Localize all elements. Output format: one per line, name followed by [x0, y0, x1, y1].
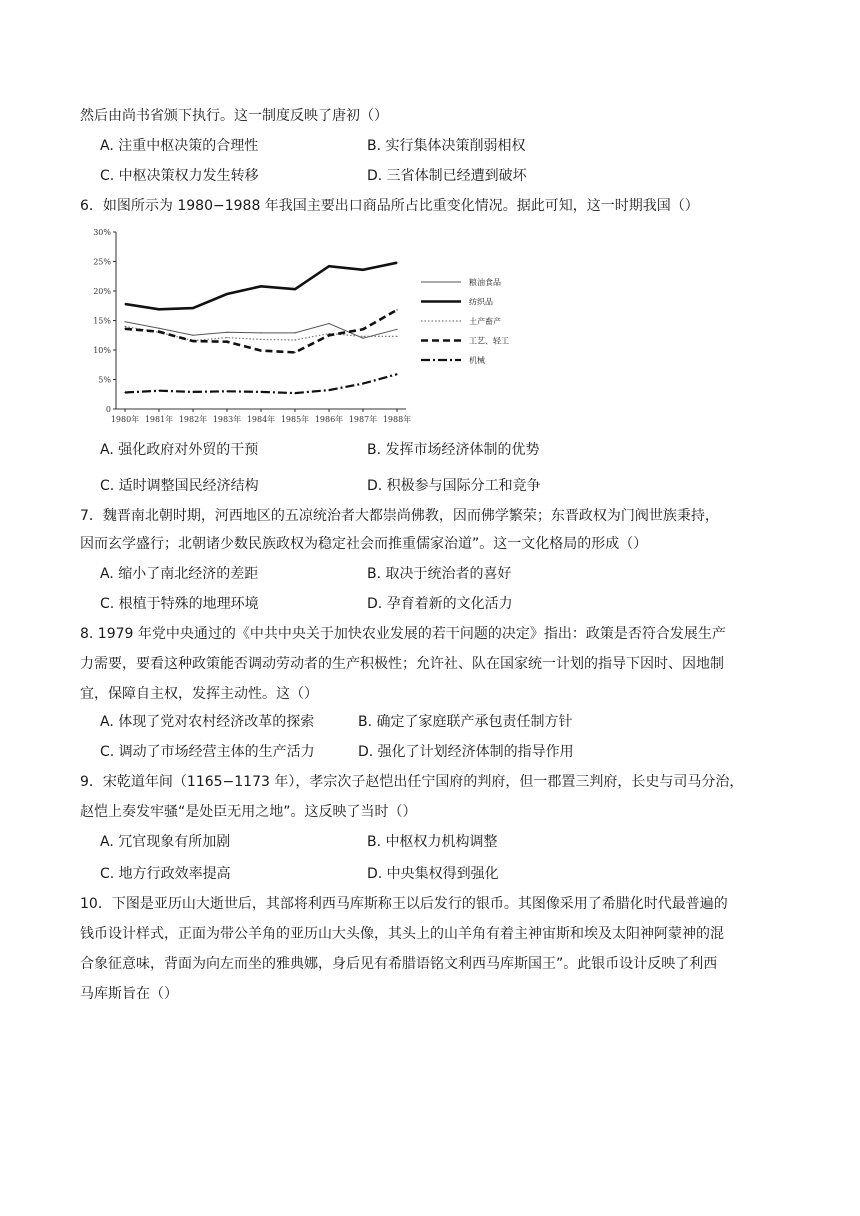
x-tick-label: 1987年: [348, 415, 378, 424]
series-point: [192, 341, 193, 342]
series-point: [158, 390, 159, 391]
q9-option-d: D. 中央集权得到强化: [367, 866, 499, 882]
y-tick-label: 25%: [93, 257, 111, 267]
series-point: [260, 286, 261, 287]
q6-option-c: C. 适时调整国民经济结构: [100, 478, 259, 494]
series-point: [294, 289, 295, 290]
q5-option-c: C. 中枢决策权力发生转移: [100, 168, 259, 184]
x-tick-label: 1981年: [144, 415, 174, 424]
series-point: [260, 391, 261, 392]
series-point: [192, 391, 193, 392]
series-point: [396, 309, 397, 310]
q9-option-a: A. 冗官现象有所加剧: [100, 834, 231, 850]
chart-series: [124, 262, 397, 394]
q7-option-c: C. 根植于特殊的地理环境: [100, 596, 259, 612]
y-tick-label: 0: [105, 405, 111, 414]
q5-option-d: D. 三省体制已经遭到破坏: [367, 168, 527, 184]
series-point: [124, 303, 125, 304]
legend-label: 土产畜产: [469, 317, 501, 326]
series-line-3: [125, 326, 397, 340]
q6-option-a: A. 强化政府对外贸的干预: [100, 442, 259, 458]
y-tick-label: 10%: [93, 346, 111, 355]
legend-label: 粮油食品: [469, 278, 501, 287]
x-tick-label: 1983年: [212, 415, 242, 424]
q9-option-c: C. 地方行政效率提高: [100, 866, 231, 882]
legend-label: 机械: [469, 356, 485, 365]
q6-option-b: B. 发挥市场经济体制的优势: [367, 442, 540, 458]
q5-option-b: B. 实行集体决策削弱相权: [367, 138, 526, 154]
series-point: [124, 326, 125, 327]
series-point: [328, 390, 329, 391]
series-point: [158, 309, 159, 310]
y-tick-label: 5%: [98, 375, 111, 385]
y-tick-label: 15%: [93, 316, 111, 326]
q6-option-d: D. 积极参与国际分工和竞争: [367, 478, 541, 494]
series-point: [362, 338, 363, 339]
series-point: [294, 352, 295, 353]
series-point: [362, 329, 363, 330]
series-point: [192, 335, 193, 336]
series-point: [260, 332, 261, 333]
series-point: [328, 323, 329, 324]
chart-axes: [93, 228, 411, 424]
series-point: [396, 329, 397, 330]
x-tick-label: 1984年: [246, 415, 276, 424]
export-share-line-chart: [86, 222, 526, 432]
x-tick-label: 1985年: [280, 415, 310, 424]
x-tick-label: 1988年: [382, 415, 412, 424]
q9-stem-line-2: 赵恺上奏发牢骚“是处臣无用之地”。这反映了当时（）: [80, 804, 417, 820]
y-tick-label: 30%: [93, 228, 111, 237]
q10-stem-line-1: 10．下图是亚历山大逝世后，其部将利西马库斯称王以后发行的银币。其图像采用了希腊化时代最普遍的: [80, 896, 728, 912]
series-point: [226, 332, 227, 333]
x-tick-label: 1980年: [110, 415, 140, 424]
q10-stem-line-2: 钱币设计样式，正面为带公羊角的亚历山大头像，其头上的山羊角有着主神宙斯和埃及太阳神阿蒙神的混: [80, 926, 724, 942]
q8-option-c: C. 调动了市场经营主体的生产活力: [100, 744, 315, 760]
q7-stem-line-1: 7．魏晋南北朝时期，河西地区的五凉统治者大都崇尚佛教，因而佛学繁荣；东晋政权为门阀世族秉持，: [80, 508, 719, 524]
q5-stem: 然后由尚书省颁下执行。这一制度反映了唐初（）: [80, 108, 388, 124]
q10-stem-line-4: 马库斯旨在（）: [80, 986, 178, 1002]
q9-stem-line-1: 9．宋乾道年间（1165−1173 年），孝宗次子赵恺出任宁国府的判府，但一郡置三判府，长史与司马分治，: [80, 774, 744, 790]
series-point: [396, 262, 397, 263]
series-point: [362, 269, 363, 270]
q8-stem-line-2: 力需要，要看这种政策能否调动劳动者的生产积极性；允许社、队在国家统一计划的指导下因时、因地制: [80, 656, 724, 672]
q7-option-d: D. 孕育着新的文化活力: [367, 596, 513, 612]
series-point: [328, 333, 329, 334]
q7-option-a: A. 缩小了南北经济的差距: [100, 566, 259, 582]
series-point: [260, 350, 261, 351]
q8-option-d: D. 强化了计划经济体制的指导作用: [358, 744, 574, 760]
chart-legend: [421, 277, 509, 365]
q8-option-a: A. 体现了党对农村经济改革的探索: [100, 714, 315, 730]
q8-stem-line-3: 宜，保障自主权，发挥主动性。这（）: [80, 686, 318, 702]
series-point: [124, 392, 125, 393]
x-tick-label: 1986年: [314, 415, 344, 424]
legend-label: 工艺、轻工: [469, 336, 509, 346]
x-tick-label: 1982年: [178, 415, 208, 424]
series-line-1: [125, 322, 397, 339]
series-point: [226, 391, 227, 392]
series-point: [192, 308, 193, 309]
series-point: [124, 328, 125, 329]
series-point: [328, 266, 329, 267]
y-tick-label: 20%: [93, 287, 111, 296]
q10-stem-line-3: 合象征意味，背面为向左而坐的雅典娜，身后见有希腊语铭文利西马库斯国王”。此银币设计反映了利西: [80, 956, 718, 972]
q9-option-b: B. 中枢权力机构调整: [367, 834, 498, 850]
series-point: [362, 336, 363, 337]
series-point: [226, 341, 227, 342]
q8-option-b: B. 确定了家庭联产承包责任制方针: [358, 714, 573, 730]
series-point: [294, 332, 295, 333]
q7-stem-line-2: 因而玄学盛行；北朝诸少数民族政权为稳定社会而推重儒家治道”。这一文化格局的形成（）: [80, 536, 648, 552]
series-line-5: [125, 374, 397, 393]
q7-option-b: B. 取决于统治者的喜好: [367, 566, 512, 582]
q5-option-a: A. 注重中枢决策的合理性: [100, 138, 259, 154]
series-point: [396, 374, 397, 375]
series-point: [396, 336, 397, 337]
series-point: [260, 339, 261, 340]
q6-stem: 6．如图所示为 1980−1988 年我国主要出口商品所占比重变化情况。据此可知，这一时期我国（）: [80, 198, 699, 214]
series-point: [226, 293, 227, 294]
series-point: [158, 331, 159, 332]
series-point: [124, 321, 125, 322]
series-line-4: [125, 310, 397, 353]
legend-label: 纺织品: [469, 297, 493, 307]
series-point: [158, 328, 159, 329]
series-point: [328, 335, 329, 336]
series-point: [294, 339, 295, 340]
q8-stem-line-1: 8. 1979 年党中央通过的《中共中央关于加快农业发展的若干问题的决定》指出：政策是否符合发展生产: [80, 626, 726, 642]
series-point: [362, 383, 363, 384]
series-point: [226, 337, 227, 338]
series-point: [294, 392, 295, 393]
